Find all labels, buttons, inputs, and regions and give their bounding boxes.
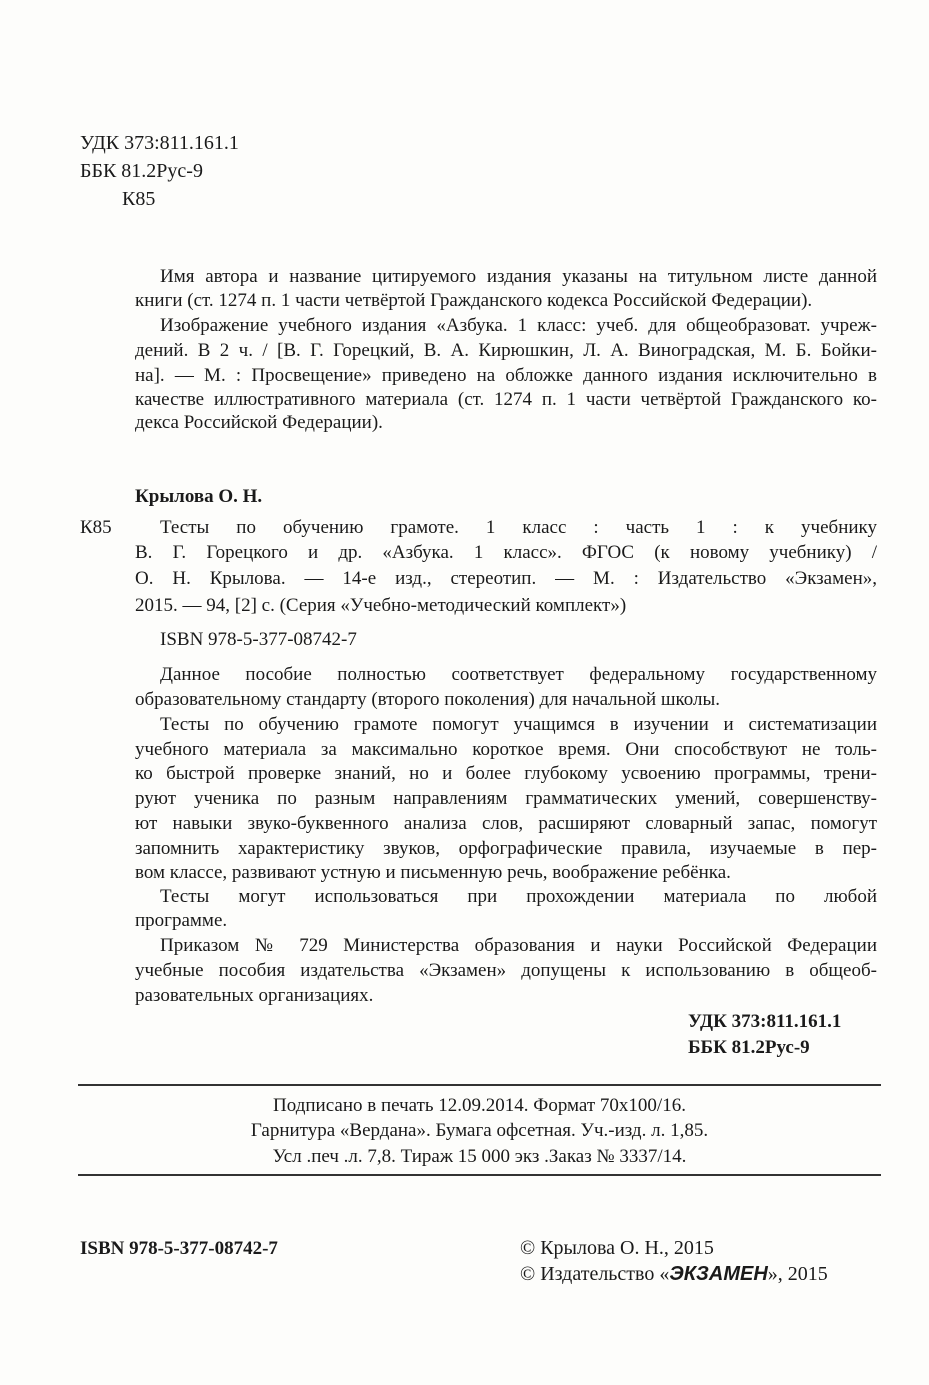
abstract-line: программе.: [135, 910, 228, 931]
bib-line: 2015. — 94, [2] с. (Серия «Учебно-методический комплект»): [135, 595, 627, 616]
abstract-line: учебные пособия издательства «Экзамен» допущены к использованию в общеоб-: [135, 960, 877, 981]
abstract-line: разовательных организациях.: [135, 985, 374, 1006]
notice-line: Имя автора и название цитируемого издания указаны на титульном листе данной: [160, 266, 877, 287]
notice-line: Изображение учебного издания «Азбука. 1 класс: учеб. для общеобразоват. учреж-: [160, 315, 877, 336]
copyright-publisher: [520, 1262, 828, 1286]
copyright-suffix: », 2015: [767, 1263, 828, 1285]
notice-line: книги (ст. 1274 п. 1 части четвёртой Гражданского кодекса Российской Федерации).: [135, 290, 813, 311]
copyright-author: © Крылова О. Н., 2015: [520, 1237, 714, 1259]
bib-code: К85: [80, 517, 112, 538]
imprint-line: Гарнитура «Вердана». Бумага офсетная. Уч.-изд. л. 1,85.: [250, 1120, 709, 1141]
bib-line: Тесты по обучению грамоте. 1 класс : часть 1 : к учебнику: [160, 517, 877, 538]
abstract-line: вом классе, развивают устную и письменную речь, воображение ребёнка.: [135, 862, 731, 883]
publisher-brand: ЭКЗАМЕН: [669, 1263, 768, 1285]
divider-top: [78, 1084, 881, 1086]
notice-line: качестве иллюстративного материала (ст. 1274 п. 1 части четвёртой Гражданского ко-: [135, 389, 877, 410]
footer-bbk: ББК 81.2Рус-9: [688, 1037, 810, 1058]
bbk-code: ББК 81.2Рус-9: [80, 160, 203, 182]
notice-line: на]. — М. : Просвещение» приведено на обложке данного издания исключительно в: [135, 365, 877, 386]
abstract-line: Тесты могут использоваться при прохождении материала по любой: [160, 886, 877, 907]
notice-line: декса Российской Федерации).: [135, 412, 383, 433]
bib-author: Крылова О. Н.: [135, 486, 263, 507]
bottom-isbn: ISBN 978-5-377-08742-7: [80, 1238, 278, 1259]
abstract-line: ют навыки звуко-буквенного анализа слов, расширяют словарный запас, помогут: [135, 813, 877, 834]
footer-udk: УДК 373:811.161.1: [688, 1011, 842, 1032]
copyright-prefix: © Издательство «: [520, 1263, 670, 1285]
imprint-line: Подписано в печать 12.09.2014. Формат 70x100/16.: [273, 1095, 686, 1116]
bib-isbn: ISBN 978-5-377-08742-7: [160, 629, 357, 650]
divider-bottom: [78, 1174, 881, 1176]
notice-line: дений. В 2 ч. / [В. Г. Горецкий, В. А. Кирюшкин, Л. А. Виноградская, М. Б. Бойки-: [135, 340, 877, 361]
abstract-line: образовательному стандарту (второго поколения) для начальной школы.: [135, 689, 721, 710]
abstract-line: ко быстрой проверке знаний, но и более глубокому усвоению программы, трени-: [135, 763, 877, 784]
abstract-line: запомнить характеристику звуков, орфографические правила, изучаемые в пер-: [135, 838, 877, 859]
abstract-line: Данное пособие полностью соответствует федеральному государственному: [160, 664, 877, 685]
abstract-line: Приказом № 729 Министерства образования и науки Российской Федерации: [160, 935, 877, 956]
bib-line: О. Н. Крылова. — 14-е изд., стереотип. — М. : Издательство «Экзамен»,: [135, 568, 877, 589]
abstract-line: Тесты по обучению грамоте помогут учащимся в изучении и систематизации: [160, 714, 877, 735]
author-mark: К85: [122, 188, 156, 210]
abstract-line: руют ученика по разным направлениям грамматических умений, совершенству-: [135, 788, 877, 809]
abstract-line: учебного материала за максимально короткое время. Они способствуют не толь-: [135, 739, 877, 760]
bib-line: В. Г. Горецкого и др. «Азбука. 1 класс». ФГОС (к новому учебнику) /: [135, 542, 877, 563]
imprint-line: Усл .печ .л. 7,8. Тираж 15 000 экз .Заказ № 3337/14.: [272, 1146, 687, 1167]
udk-code: УДК 373:811.161.1: [80, 132, 239, 154]
